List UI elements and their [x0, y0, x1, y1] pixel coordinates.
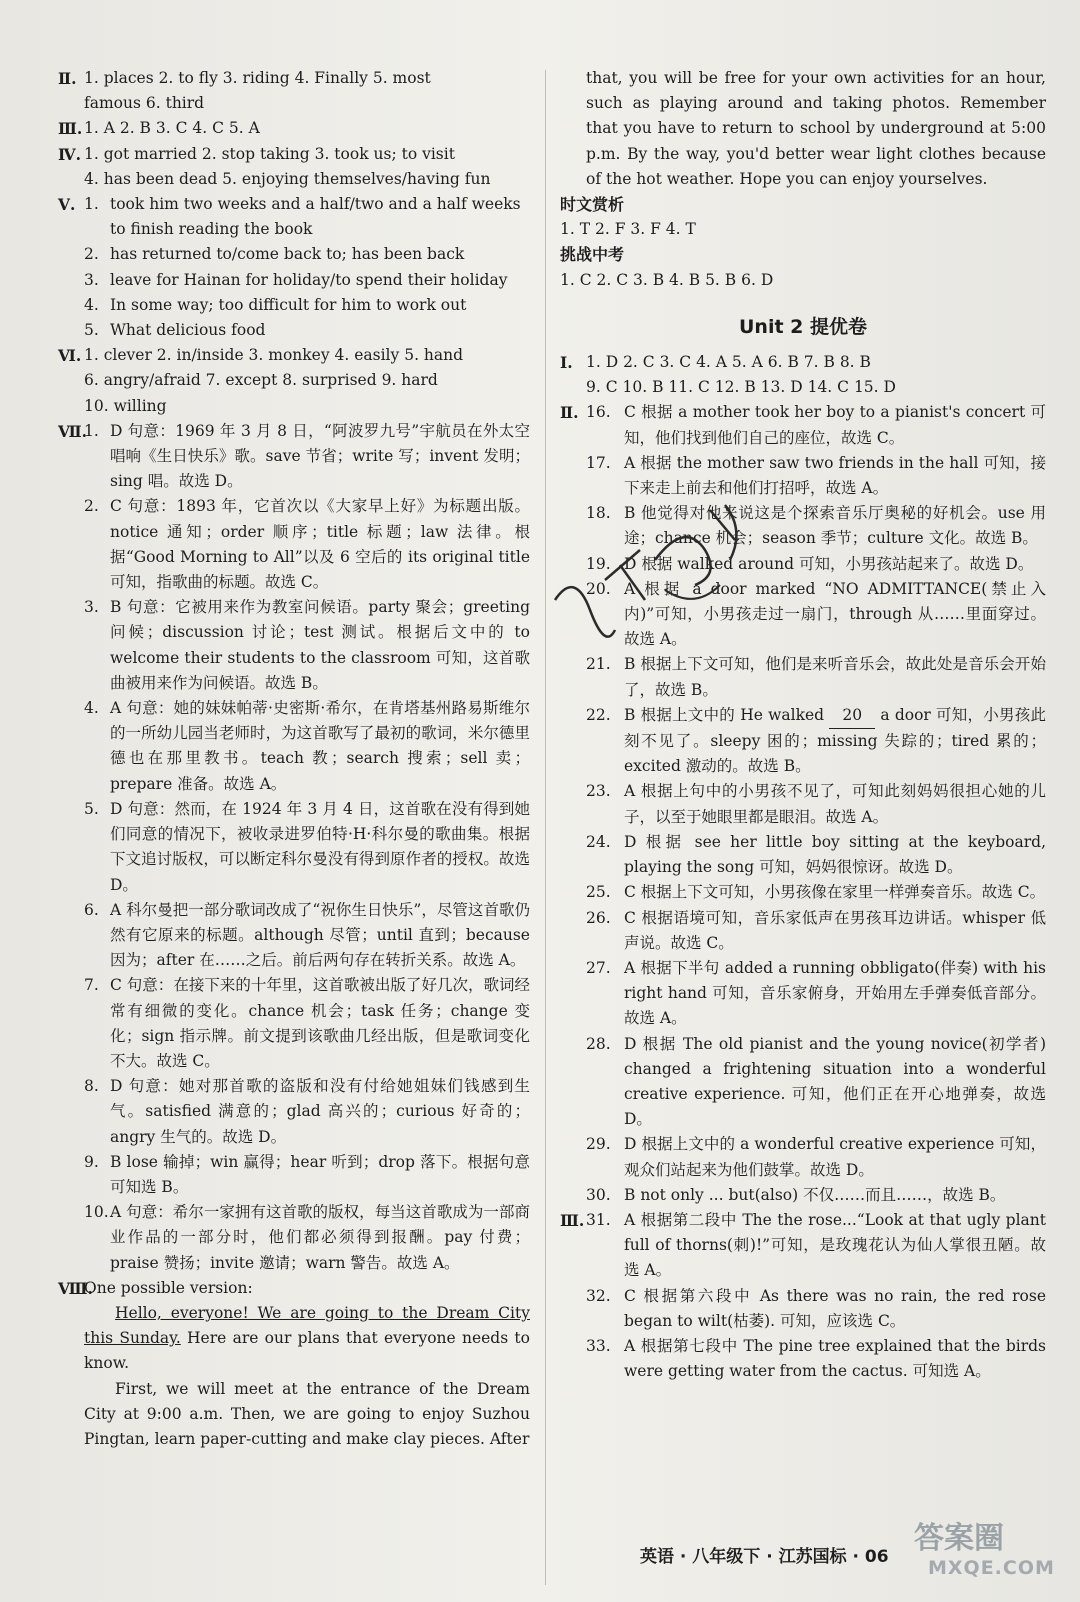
explanation-item: 3. B 句意：它被用来作为教室问候语。party 聚会；greeting 问候；discussion 讨论；test 测试。根据后文中的 to welcome their students to the classroom 可知，这首歌曲被用来作为问候语。故选 B。	[84, 598, 530, 692]
answer-line: 9. C 10. B 11. C 12. B 13. D 14. C 15. D	[586, 378, 896, 397]
watermark-logo	[910, 1505, 1060, 1595]
explanation-item: 4. A 句意：她的妹妹帕蒂·史密斯·希尔，在肯塔基州路易斯维尔的一所幼儿园当老师时，为这首歌写了最初的歌词，米尔德里德也在那里教书。teach 教；search 搜索；sell 卖；prepare 准备。故选 A。	[84, 699, 530, 793]
explanation-item: 8. D 句意：她对那首歌的盗版和没有付给她姐妹们钱感到生气。satisfied 满意的；glad 高兴的；curious 好奇的；angry 生气的。故选 D。	[84, 1077, 530, 1146]
essay-paragraph: First, we will meet at the entrance of the Dream City at 9:00 a.m. Then, we are going to enjoy Suzhou Pingtan, learn paper-cutting and make clay pieces. After	[84, 1379, 530, 1448]
section-numeral: Ⅲ.	[560, 1210, 585, 1230]
essay-intro: One possible version:	[84, 1278, 253, 1297]
section-numeral: Ⅲ.	[58, 119, 83, 139]
essay-paragraph: Hello, everyone! We are going to the Dream City this Sunday. Here are our plans that everyone needs to know.	[84, 1303, 530, 1373]
blank-number: 20	[829, 703, 875, 729]
section-numeral: Ⅵ.	[58, 346, 82, 366]
list-item: 1. took him two weeks and a half/two and a half weeks to finish reading the book	[84, 195, 521, 239]
explanation-item: 9. B lose 输掉；win 赢得；hear 听到；drop 落下。根据句意可知选 B。	[84, 1152, 530, 1196]
list-item: 5. What delicious food	[84, 321, 266, 340]
answer-line: 1. D 2. C 3. C 4. A 5. A 6. B 7. B 8. B	[586, 353, 871, 372]
explanation-item: 23. A 根据上句中的小男孩不见了，可知此刻妈妈很担心她的儿子，以至于她眼里都是眼泪。故选 A。	[586, 782, 1046, 826]
section-1	[560, 350, 1046, 400]
explanation-item: 2. C 句意：1893 年，它首次以《大家早上好》为标题出版。notice 通知；order 顺序；title 标题；law 法律。根据“Good Morning to All”以及 6 空后的 its original title 可知，指歌曲的标题。故选 C。	[84, 497, 530, 592]
watermark-url: MXQE.COM	[928, 1557, 1055, 1579]
underlined-text: this Sunday.	[84, 1329, 181, 1348]
essay	[84, 1276, 530, 1452]
answer-line: 1. got married 2. stop taking 3. took us; to visit	[84, 144, 455, 163]
list-item: 4. In some way; too difficult for him to work out	[84, 295, 467, 314]
section-7	[58, 419, 530, 1276]
explanation-item: 6. A 科尔曼把一部分歌词改成了“祝你生日快乐”，尽管这首歌仍然有它原来的标题。although 尽管；until 直到；because 因为；after 在……之后。前后两句存在转折关系。故选 A。	[84, 900, 530, 970]
explanation-item: 18. B 他觉得对他来说这是个探索音乐厅奥秘的好机会。use 用途；chance 机会；season 季节；culture 文化。故选 B。	[586, 504, 1046, 548]
answer-line: 1. A 2. B 3. C 4. C 5. A	[84, 119, 260, 138]
section-6	[58, 343, 530, 419]
right-column	[560, 66, 1046, 1384]
watermark-text: 答案圈	[914, 1521, 1004, 1556]
section-heading: 时文赏析	[560, 195, 625, 215]
section-numeral: Ⅱ.	[58, 69, 77, 88]
section-4	[58, 142, 530, 192]
answer-line: 1. C 2. C 3. B 4. B 5. B 6. D	[560, 270, 774, 289]
list-item: 2. has returned to/come back to; has been back	[84, 245, 465, 264]
explanation-item: 26. C 根据语境可知，音乐家低声在男孩耳边讲话。whisper 低声说。故选 C。	[586, 908, 1046, 952]
explanation-item: 5. D 句意：然而，在 1924 年 3 月 4 日，这首歌在没有得到她们同意的情况下，被收录进罗伯特·H·科尔曼的歌曲集。根据下文追讨版权，可以断定科尔曼没有得到原作者的授权。故选 D。	[84, 799, 530, 894]
answer-line: 1. T 2. F 3. F 4. T	[560, 220, 696, 239]
answer-line: 4. has been dead 5. enjoying themselves/having fun	[84, 169, 491, 188]
explanation-item: 21. B 根据上下文可知，他们是来听音乐会，故此处是音乐会开始了，故选 B。	[586, 655, 1046, 699]
explanation-item: 31. A 根据第二段中 The the rose...“Look at that ugly plant full of thorns(刺)!”可知，是玫瑰花认为仙人掌很丑陋。故选 A。	[586, 1210, 1046, 1280]
section-8	[58, 1276, 530, 1452]
section-heading: 挑战中考	[560, 245, 625, 265]
underlined-text: Hello, everyone! We are going to the Dream City	[115, 1303, 530, 1322]
answer-line: 1. places 2. to fly 3. riding 4. Finally 5. most	[84, 69, 431, 87]
handwritten-scribble	[545, 490, 775, 660]
list-item: 3. leave for Hainan for holiday/to spend their holiday	[84, 270, 508, 289]
explanation-item: 25. C 根据上下文可知，小男孩像在家里一样弹奏音乐。故选 C。	[586, 883, 1046, 902]
section-5	[58, 192, 530, 343]
section-numeral: Ⅰ.	[560, 353, 573, 373]
explanation-item: 10. A 句意：希尔一家拥有这首歌的版权，每当这首歌成为一部商业作品的一部分时，他们都必须得到报酬。pay 付费；praise 赞扬；invite 邀请；warn 警告。故选 A。	[84, 1203, 530, 1272]
explanation-item: 16. C 根据 a mother took her boy to a pianist's concert 可知，他们找到他们自己的座位，故选 C。	[586, 403, 1046, 447]
explanation-item: 28. D 根据 The old pianist and the young novice(初学者) changed a frightening situation into a wonderful creative experience. 可知，他们正在开心地弹奏，故选 D。	[586, 1034, 1046, 1129]
section-3	[560, 1208, 1046, 1384]
section-numeral: Ⅴ.	[58, 195, 76, 215]
column-divider	[545, 70, 546, 1585]
explanation-item: 30. B not only ... but(also) 不仅……而且……，故选 B。	[586, 1185, 1006, 1204]
answer-line: 1. clever 2. in/inside 3. monkey 4. easily 5. hand	[84, 346, 464, 365]
explanation-item: 7. C 句意：在接下来的十年里，这首歌被出版了好几次，歌词经常有细微的变化。chance 机会；task 任务；change 变化；sign 指示牌。前文提到该歌曲几经出版，但是歌词变化不大。故选 C。	[84, 976, 530, 1070]
left-column	[58, 66, 530, 1452]
page-footer: 英语 · 八年级下 · 江苏国标 · 06	[640, 1547, 889, 1567]
section-3	[58, 116, 530, 141]
explanation-item: 27. A 根据下半句 added a running obbligato(伴奏) with his right hand 可知，音乐家俯身，开始用左手弹奏低音部分。故选 A。	[586, 958, 1046, 1028]
answer-line: 10. willing	[84, 396, 167, 415]
answer-line: 6. angry/afraid 7. except 8. surprised 9. hard	[84, 371, 438, 390]
explanation-item: 24. D 根据 see her little boy sitting at the keyboard, playing the song 可知，妈妈很惊讶。故选 D。	[586, 832, 1046, 877]
essay-continuation: that, you will be free for your own activities for an hour, such as playing around and taking photos. Remember that you have to return to school by underground at 5:00 p.m. By the way, you'd better wear light clothes because of the hot weather. Hope you can enjoy yourselves.	[586, 69, 1046, 188]
section-numeral: Ⅳ.	[58, 144, 81, 164]
explanation-item: 19. D 根据 walked around 可知，小男孩站起来了。故选 D。	[586, 554, 1034, 573]
explanation-item: 20. A 根据 a door marked “NO ADMITTANCE(禁止入内)”可知，小男孩走过一扇门，through 从……里面穿过。故选 A。	[586, 579, 1046, 649]
section-numeral: Ⅶ.	[58, 421, 88, 441]
unit-title: Unit 2 提优卷	[739, 315, 867, 338]
section-numeral: Ⅷ.	[58, 1278, 93, 1298]
answer-line: famous 6. third	[84, 94, 205, 113]
explanation-item: 33. A 根据第七段中 The pine tree explained that the birds were getting water from the cactus. 可知选 A。	[586, 1336, 1046, 1381]
explanation-item: 22. B 根据上文中的 He walked 20 a door 可知，小男孩此刻不见了。sleepy 困的；missing 失踪的；tired 累的；excited 激动的。故选 B。	[586, 703, 1046, 780]
explanation-item: 32. C 根据第六段中 As there was no rain, the red rose began to wilt(枯萎). 可知，应该选 C。	[586, 1286, 1046, 1330]
explanation-item: 17. A 根据 the mother saw two friends in the hall 可知，接下来走上前去和他们打招呼，故选 A。	[586, 453, 1046, 498]
section-2	[58, 66, 530, 116]
explanation-item: 29. D 根据上文中的 a wonderful creative experience 可知，观众们站起来为他们鼓掌。故选 D。	[586, 1135, 1046, 1179]
section-numeral: Ⅱ.	[560, 403, 579, 423]
explanation-item: 1. D 句意：1969 年 3 月 8 日，“阿波罗九号”宇航员在外太空唱响《生日快乐》歌。save 节省；write 写；invent 发明；sing 唱。故选 D。	[84, 421, 530, 491]
